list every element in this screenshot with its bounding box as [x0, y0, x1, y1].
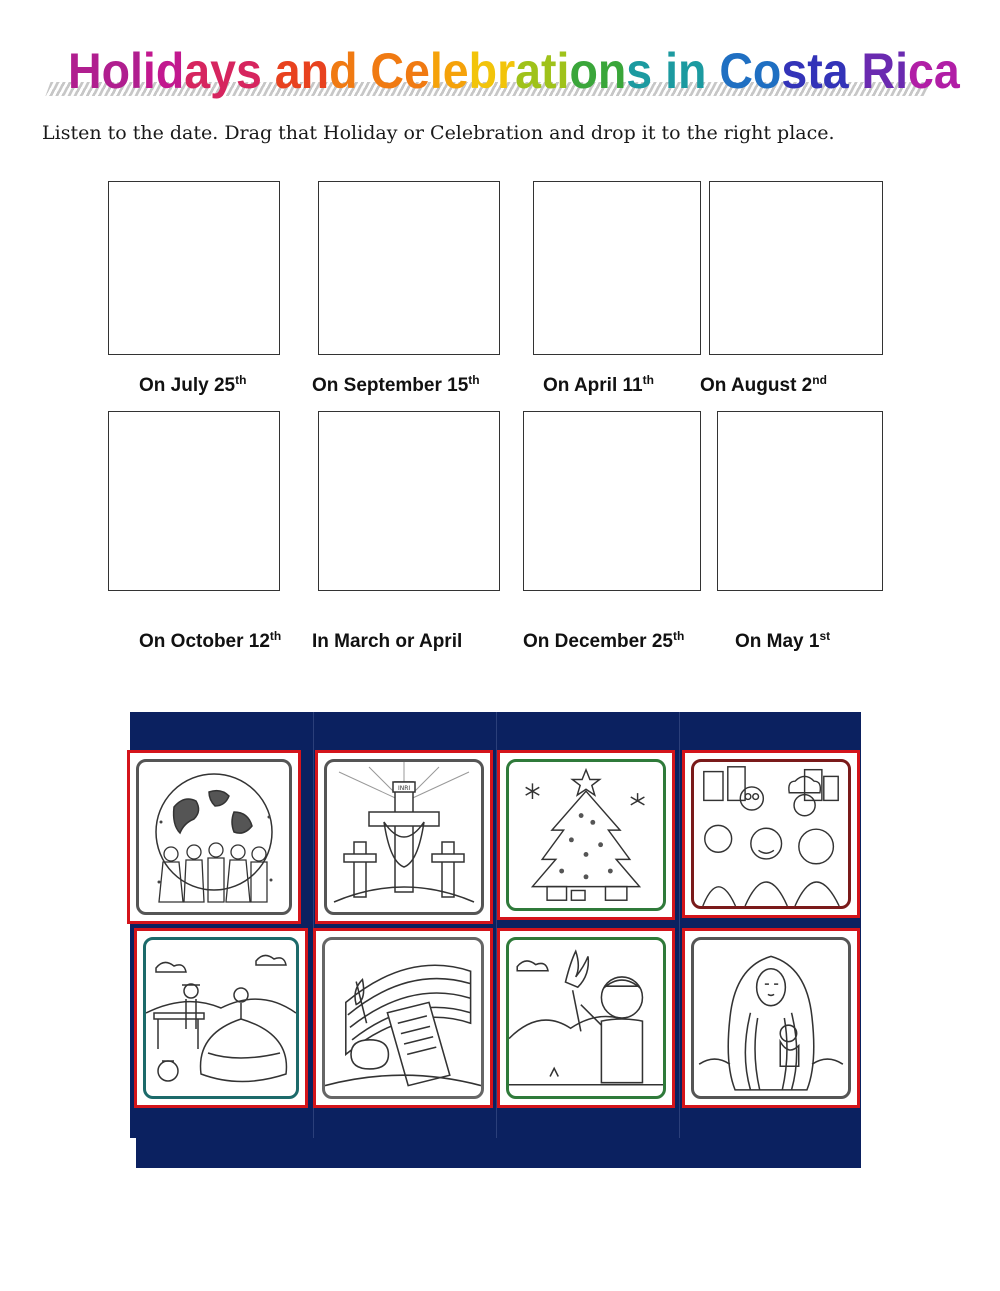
flag-scroll-icon [322, 937, 484, 1099]
crosses-icon [324, 759, 484, 915]
date-label-may-1: On May 1st [735, 629, 831, 652]
guanacaste-day-card[interactable] [134, 928, 308, 1108]
instructions-text: Listen to the date. Drag that Holiday or Celebration and drop it to the right place. [42, 122, 835, 144]
drop-box-april-11[interactable] [533, 181, 701, 355]
folk-dance-icon [143, 937, 299, 1099]
date-label-september-15: On September 15th [312, 373, 480, 396]
virgin-icon [691, 937, 851, 1099]
world-people-icon [136, 759, 292, 915]
workers-icon [691, 759, 851, 909]
juan-santamaria-day-card[interactable] [497, 928, 675, 1108]
independence-day-card[interactable] [313, 928, 493, 1108]
title-banner [40, 38, 960, 108]
drop-box-march-april[interactable] [318, 411, 500, 591]
drop-box-august-2[interactable] [709, 181, 883, 355]
date-label-october-12: On October 12th [139, 629, 282, 652]
workers-day-card[interactable] [682, 750, 860, 918]
tray-divider [679, 712, 680, 1138]
date-label-august-2: On August 2nd [700, 373, 827, 396]
christmas-card[interactable] [497, 750, 675, 920]
date-label-july-25: On July 25th [139, 373, 247, 396]
card-tray-bottom [136, 1136, 861, 1168]
drop-box-september-15[interactable] [318, 181, 500, 355]
christmas-tree-icon [506, 759, 666, 911]
drop-box-july-25[interactable] [108, 181, 280, 355]
page-title: Holidays and Celebrations in Costa Rica [68, 43, 960, 99]
date-label-march-april: In March or April [312, 631, 463, 652]
torch-boy-icon [506, 937, 666, 1099]
drop-box-may-1[interactable] [717, 411, 883, 591]
virgin-of-los-angeles-card[interactable] [682, 928, 860, 1108]
svg-text:INRI: INRI [398, 785, 411, 792]
cultures-day-card[interactable] [127, 750, 301, 924]
date-label-april-11: On April 11th [543, 373, 654, 396]
easter-card[interactable] [315, 750, 493, 924]
drop-box-october-12[interactable] [108, 411, 280, 591]
drop-box-december-25[interactable] [523, 411, 701, 591]
date-label-december-25: On December 25th [523, 629, 685, 652]
